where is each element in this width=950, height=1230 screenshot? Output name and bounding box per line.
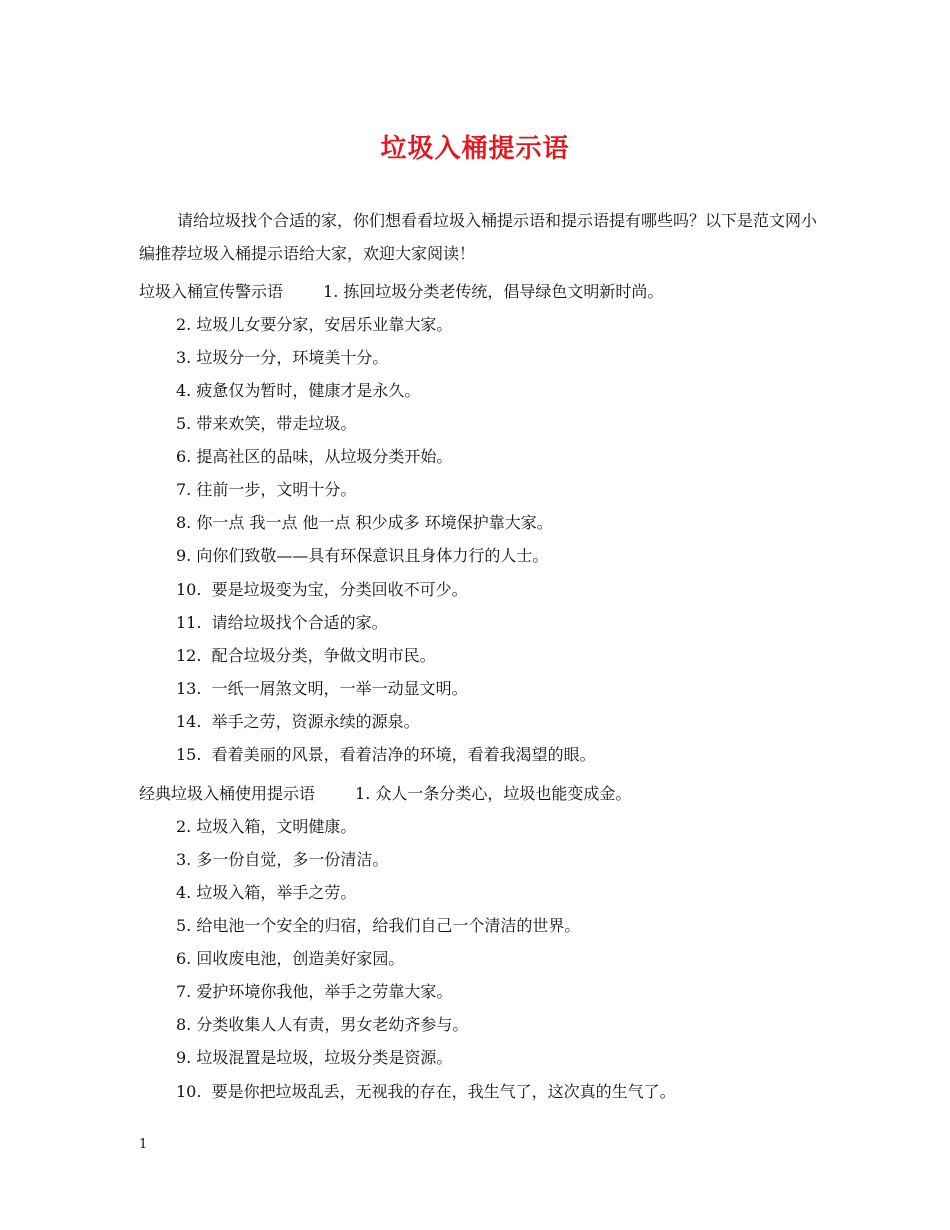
list-item-number: 12.	[176, 646, 202, 665]
list-item-text: 提高社区的品味，从垃圾分类开始。	[196, 447, 453, 466]
list-item-number: 3.	[176, 850, 192, 869]
list-item-number: 10.	[176, 1082, 202, 1101]
list-item	[176, 512, 553, 534]
list-item-number: 4.	[176, 883, 192, 902]
list-item-number: 1.	[323, 282, 339, 301]
list-item-text: 垃圾入箱，文明健康。	[196, 817, 357, 836]
section1-heading: 垃圾入桶宣传警示语	[139, 282, 284, 301]
list-item-text: 举手之劳，资源永续的源泉。	[211, 712, 420, 731]
list-item-text: 向你们致敬——具有环保意识且身体力行的人士。	[196, 546, 549, 565]
list-item-text: 带来欢笑，带走垃圾。	[196, 414, 357, 433]
list-item-number: 11.	[176, 613, 202, 632]
list-item-number: 8.	[176, 1015, 192, 1034]
list-item	[176, 882, 356, 904]
list-item-text: 你一点 我一点 他一点 积少成多 环境保护靠大家。	[196, 513, 553, 532]
list-item	[176, 1081, 676, 1103]
list-item-number: 14.	[176, 712, 202, 731]
list-item-number: 15.	[176, 745, 202, 764]
list-item-number: 6.	[176, 949, 192, 968]
list-item-text: 拣回垃圾分类老传统，倡导绿色文明新时尚。	[343, 282, 664, 301]
list-item-text: 疲惫仅为暂时，健康才是永久。	[196, 381, 421, 400]
list-item	[176, 579, 468, 601]
document-title: 垃圾入桶提示语	[380, 134, 570, 164]
list-item	[176, 347, 388, 369]
list-item-number: 9.	[176, 1048, 192, 1067]
list-item-text: 配合垃圾分类，争做文明市民。	[211, 646, 436, 665]
list-item-text: 一纸一屑煞文明，一举一动显文明。	[211, 679, 468, 698]
list-item	[176, 849, 388, 871]
list-item	[176, 413, 356, 435]
list-item-number: 7.	[176, 480, 192, 499]
list-item	[176, 744, 596, 766]
list-item-text: 垃圾入箱，举手之劳。	[196, 883, 357, 902]
list-item-text: 往前一步，文明十分。	[196, 480, 357, 499]
list-item-text: 看着美丽的风景，看着洁净的环境，看着我渴望的眼。	[211, 745, 596, 764]
list-item-text: 要是垃圾变为宝，分类回收不可少。	[211, 580, 468, 599]
list-item	[176, 948, 404, 970]
page-number: 1	[139, 1137, 148, 1152]
list-item	[176, 915, 580, 937]
list-item	[176, 981, 452, 1003]
list-item-number: 10.	[176, 580, 202, 599]
list-item-number: 7.	[176, 982, 192, 1001]
intro-paragraph: 请给垃圾找个合适的家，你们想看看垃圾入桶提示语和提示语提有哪些吗？以下是范文网小编推荐垃圾入桶提示语给大家，欢迎大家阅读！	[139, 211, 818, 263]
list-item	[176, 645, 436, 667]
list-item-text: 垃圾混置是垃圾，垃圾分类是资源。	[196, 1048, 453, 1067]
list-item-number: 5.	[176, 916, 192, 935]
list-item-text: 给电池一个安全的归宿，给我们自己一个清洁的世界。	[196, 916, 581, 935]
list-item	[176, 711, 420, 733]
list-item	[176, 380, 420, 402]
list-item	[176, 1014, 468, 1036]
list-item-text: 众人一条分类心，垃圾也能变成金。	[375, 784, 632, 803]
list-item-number: 13.	[176, 679, 202, 698]
list-item-number: 2.	[176, 817, 192, 836]
list-item-text: 要是你把垃圾乱丢，无视我的存在，我生气了，这次真的生气了。	[211, 1082, 676, 1101]
list-item-number: 8.	[176, 513, 192, 532]
list-item	[176, 678, 468, 700]
section2-first-line	[139, 783, 631, 805]
list-item	[176, 612, 388, 634]
list-item-number: 3.	[176, 348, 192, 367]
list-item	[176, 446, 452, 468]
list-item-text: 垃圾分一分，环境美十分。	[196, 348, 389, 367]
list-item-number: 5.	[176, 414, 192, 433]
list-item-text: 垃圾儿女要分家，安居乐业靠大家。	[196, 315, 453, 334]
section1-first-line	[139, 281, 663, 303]
list-item-number: 4.	[176, 381, 192, 400]
list-item-text: 爱护环境你我他，举手之劳靠大家。	[196, 982, 453, 1001]
list-item-number: 1.	[355, 784, 371, 803]
list-item-number: 2.	[176, 315, 192, 334]
list-item-text: 多一份自觉，多一份清洁。	[196, 850, 389, 869]
list-item-text: 分类收集人人有责，男女老幼齐参与。	[196, 1015, 469, 1034]
list-item-text: 回收废电池，创造美好家园。	[196, 949, 405, 968]
list-item	[176, 816, 356, 838]
list-item-text: 请给垃圾找个合适的家。	[211, 613, 388, 632]
list-item	[176, 479, 356, 501]
list-item	[176, 545, 548, 567]
list-item-number: 9.	[176, 546, 192, 565]
section2-heading: 经典垃圾入桶使用提示语	[139, 784, 316, 803]
list-item	[176, 314, 452, 336]
list-item-number: 6.	[176, 447, 192, 466]
list-item	[176, 1047, 452, 1069]
